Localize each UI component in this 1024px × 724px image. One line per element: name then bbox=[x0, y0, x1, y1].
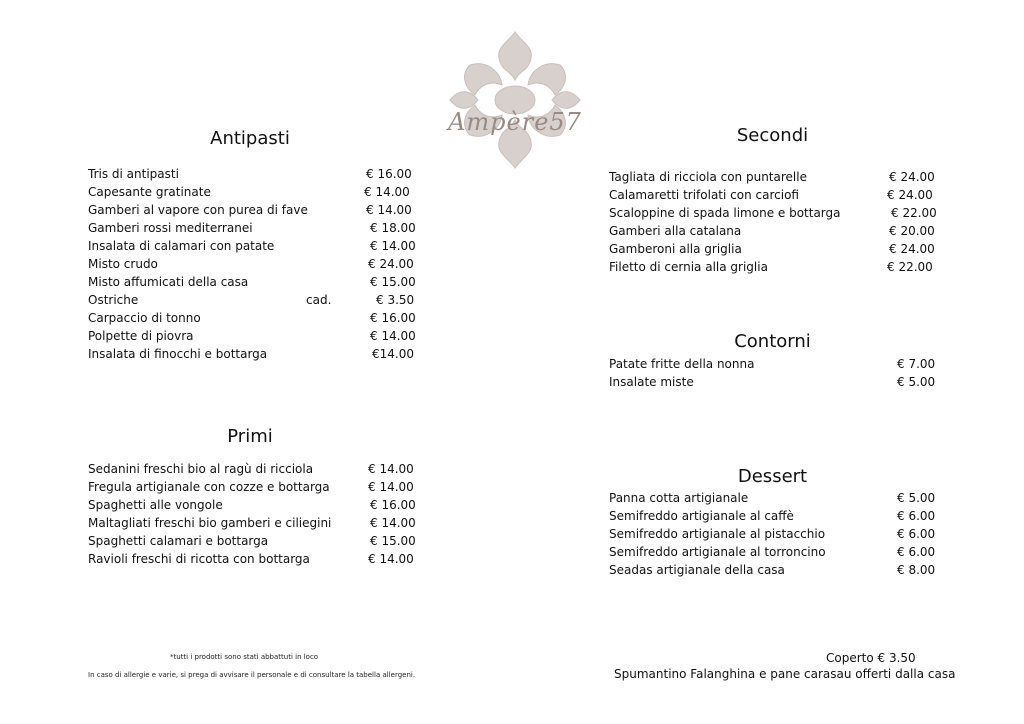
list-item bbox=[88, 534, 418, 552]
item-name: Capesante gratinate bbox=[88, 185, 211, 199]
item-price: € 16.00 bbox=[370, 311, 416, 325]
item-name: Gamberi alla catalana bbox=[609, 224, 742, 238]
item-price: € 24.00 bbox=[889, 242, 935, 256]
logo-text: Ampère57 bbox=[448, 108, 582, 136]
list-item bbox=[88, 480, 418, 498]
item-price: €14.00 bbox=[372, 347, 414, 361]
item-price: € 14.00 bbox=[364, 185, 410, 199]
item-name: Misto affumicati della casa bbox=[88, 275, 249, 289]
item-price: € 14.00 bbox=[366, 203, 412, 217]
item-price: € 18.00 bbox=[370, 221, 416, 235]
list-item bbox=[609, 357, 939, 375]
item-price: € 14.00 bbox=[368, 480, 414, 494]
contorni-list bbox=[609, 357, 939, 393]
item-price: € 14.00 bbox=[370, 516, 416, 530]
item-name: Ostriche bbox=[88, 293, 139, 307]
note-allergie: In caso di allergie e varie, si prega di avvisare il personale e di consultare la tabella allergeni. bbox=[88, 671, 416, 679]
item-price: € 24.00 bbox=[887, 188, 933, 202]
primi-list bbox=[88, 462, 418, 570]
item-price: € 20.00 bbox=[889, 224, 935, 238]
logo bbox=[430, 30, 600, 170]
list-item bbox=[609, 224, 939, 242]
list-item bbox=[609, 188, 939, 206]
list-item bbox=[609, 509, 939, 527]
section-title-dessert: Dessert bbox=[737, 466, 808, 487]
list-item bbox=[88, 311, 416, 329]
note-abbattuti: *tutti i prodotti sono stati abbattuti in loco bbox=[170, 653, 319, 661]
item-price: € 5.00 bbox=[897, 491, 936, 505]
item-price: € 16.00 bbox=[370, 498, 416, 512]
list-item bbox=[88, 329, 416, 347]
list-item bbox=[609, 206, 939, 224]
item-price: € 24.00 bbox=[889, 170, 935, 184]
item-price: € 6.00 bbox=[897, 527, 936, 541]
item-name: Tris di antipasti bbox=[88, 167, 179, 181]
item-name: Tagliata di ricciola con puntarelle bbox=[609, 170, 807, 184]
item-price: € 5.00 bbox=[897, 375, 936, 389]
item-price: € 7.00 bbox=[897, 357, 936, 371]
list-item bbox=[609, 545, 939, 563]
list-item bbox=[88, 185, 413, 203]
item-price: € 14.00 bbox=[368, 552, 414, 566]
list-item bbox=[88, 239, 416, 257]
damask-ornament-icon bbox=[430, 30, 600, 170]
item-name: Seadas artigianale della casa bbox=[609, 563, 785, 577]
item-price: € 22.00 bbox=[891, 206, 937, 220]
item-name: Scaloppine di spada limone e bottarga bbox=[609, 206, 841, 220]
list-item bbox=[88, 516, 418, 534]
item-price: € 22.00 bbox=[887, 260, 933, 274]
item-name: Gamberoni alla griglia bbox=[609, 242, 742, 256]
item-price: € 15.00 bbox=[370, 275, 416, 289]
item-name: Maltagliati freschi bio gamberi e ciliegini bbox=[88, 516, 332, 530]
item-name: Patate fritte della nonna bbox=[609, 357, 755, 371]
item-price: € 16.00 bbox=[366, 167, 412, 181]
item-name: Gamberi al vapore con purea di fave bbox=[88, 203, 308, 217]
offerti-text: Spumantino Falanghina e pane carasau offerti dalla casa bbox=[614, 667, 956, 681]
item-name: Semifreddo artigianale al pistacchio bbox=[609, 527, 826, 541]
item-price: € 8.00 bbox=[897, 563, 936, 577]
list-item bbox=[88, 221, 416, 239]
item-name: Panna cotta artigianale bbox=[609, 491, 749, 505]
item-name: Insalata di finocchi e bottarga bbox=[88, 347, 268, 361]
list-item bbox=[88, 462, 418, 480]
dessert-list bbox=[609, 491, 939, 581]
item-name: Misto crudo bbox=[88, 257, 158, 271]
list-item bbox=[609, 527, 939, 545]
coperto-text: Coperto € 3.50 bbox=[826, 651, 916, 665]
item-price: € 6.00 bbox=[897, 545, 936, 559]
list-item bbox=[609, 260, 939, 278]
section-title-contorni: Contorni bbox=[734, 331, 811, 352]
item-price: € 14.00 bbox=[370, 239, 416, 253]
section-title-secondi: Secondi bbox=[736, 125, 809, 146]
antipasti-list bbox=[88, 167, 416, 365]
list-item bbox=[88, 257, 413, 275]
item-name: Gamberi rossi mediterranei bbox=[88, 221, 253, 235]
item-name: Filetto di cernia alla griglia bbox=[609, 260, 768, 274]
item-price: € 15.00 bbox=[370, 534, 416, 548]
item-name: Polpette di piovra bbox=[88, 329, 194, 343]
list-item bbox=[88, 203, 413, 221]
item-price: € 3.50 bbox=[376, 293, 415, 307]
item-name: Insalate miste bbox=[609, 375, 694, 389]
list-item bbox=[609, 375, 939, 393]
list-item bbox=[88, 275, 416, 293]
item-name: Sedanini freschi bio al ragù di ricciola bbox=[88, 462, 314, 476]
item-price: € 6.00 bbox=[897, 509, 936, 523]
list-item bbox=[88, 498, 418, 516]
list-item bbox=[609, 242, 939, 260]
section-title-antipasti: Antipasti bbox=[210, 128, 290, 149]
item-price: € 24.00 bbox=[368, 257, 414, 271]
item-extra: cad. bbox=[306, 293, 332, 307]
list-item bbox=[609, 491, 939, 509]
list-item bbox=[88, 347, 413, 365]
list-item bbox=[88, 293, 413, 311]
item-name: Calamaretti trifolati con carciofi bbox=[609, 188, 799, 202]
secondi-list bbox=[609, 170, 939, 278]
item-name: Semifreddo artigianale al caffè bbox=[609, 509, 794, 523]
list-item bbox=[609, 170, 939, 188]
list-item bbox=[88, 552, 418, 570]
item-name: Carpaccio di tonno bbox=[88, 311, 201, 325]
item-name: Semifreddo artigianale al torroncino bbox=[609, 545, 826, 559]
list-item bbox=[88, 167, 413, 185]
item-name: Spaghetti calamari e bottarga bbox=[88, 534, 269, 548]
item-price: € 14.00 bbox=[368, 462, 414, 476]
item-name: Fregula artigianale con cozze e bottarga bbox=[88, 480, 330, 494]
item-name: Spaghetti alle vongole bbox=[88, 498, 223, 512]
list-item bbox=[609, 563, 939, 581]
item-price: € 14.00 bbox=[370, 329, 416, 343]
item-name: Ravioli freschi di ricotta con bottarga bbox=[88, 552, 310, 566]
section-title-primi: Primi bbox=[227, 426, 273, 447]
item-name: Insalata di calamari con patate bbox=[88, 239, 275, 253]
